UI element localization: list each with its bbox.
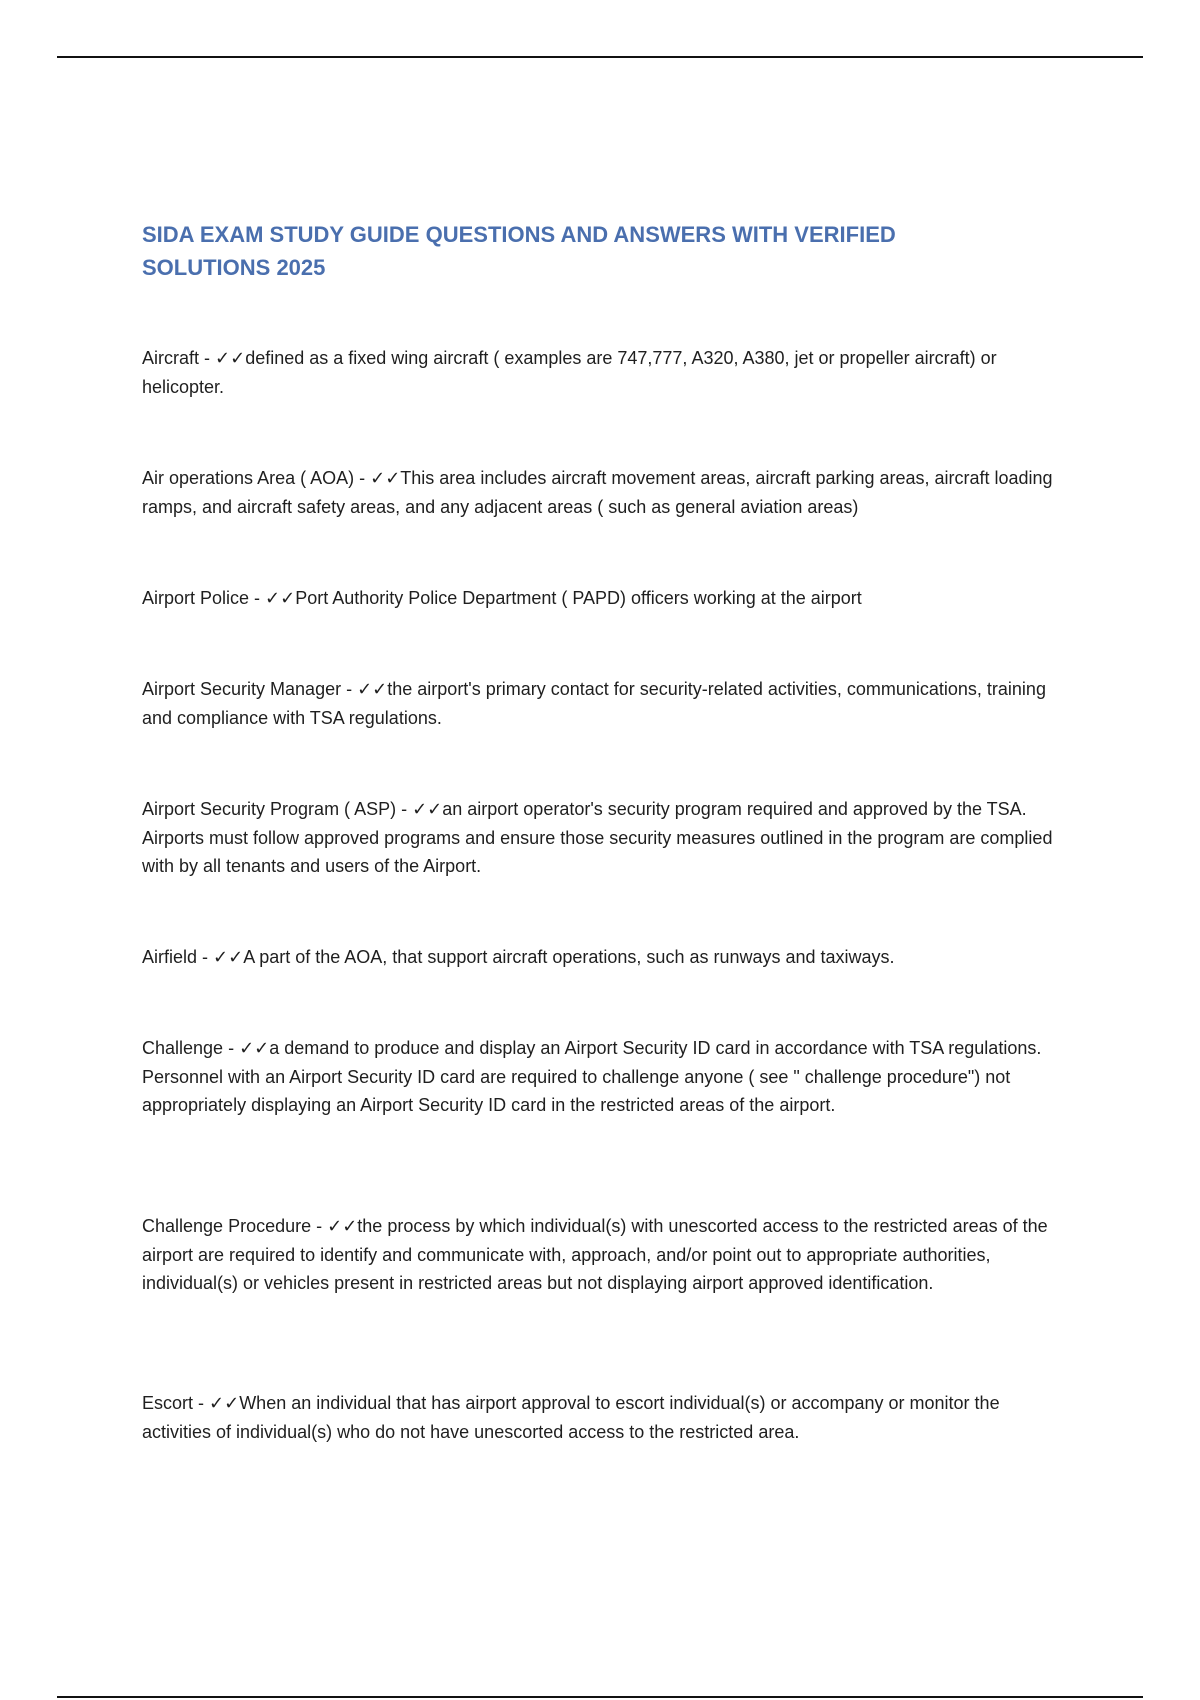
check-mark-icon: ✓✓ [370,468,401,488]
check-mark-icon: ✓✓ [327,1216,358,1236]
check-mark-icon: ✓✓ [215,348,246,368]
entry-term: Airfield [142,947,198,967]
entry-separator: - [311,1216,328,1236]
check-mark-icon: ✓✓ [239,1038,270,1058]
entry-definition: an airport operator's security program required and approved by the TSA. Airports must follow approved programs and ensure those security measures outlined in the program are complied with by all tenants and users of the Airport. [142,799,1058,876]
check-mark-icon: ✓✓ [209,1393,240,1413]
glossary-entry [142,675,1062,732]
glossary-entry [142,943,1062,972]
entry-definition: A part of the AOA, that support aircraft operations, such as runways and taxiways. [243,947,895,967]
entry-term: Airport Police [142,588,250,608]
glossary-entry [142,1212,1062,1298]
entry-term: Challenge Procedure [142,1216,312,1236]
entry-separator: - [354,468,371,488]
entry-separator: - [249,588,266,608]
page-top-rule [57,56,1143,58]
entry-definition: a demand to produce and display an Airport Security ID card in accordance with TSA regulations. Personnel with an Airport Security ID card are required to challenge anyone ( see " challenge procedure") not appropriately displaying an Airport Security ID card in the restricted areas of the airport. [142,1038,1047,1115]
entry-definition: This area includes aircraft movement areas, aircraft parking areas, aircraft loading ramps, and aircraft safety areas, and any adjacent areas ( such as general aviation areas) [142,468,1058,517]
glossary-entry [142,464,1062,521]
entry-definition: defined as a fixed wing aircraft ( examples are 747,777, A320, A380, jet or propeller aircraft) or helicopter. [142,348,1002,397]
glossary-entry [142,344,1062,401]
check-mark-icon: ✓✓ [412,799,443,819]
entry-definition: the airport's primary contact for security-related activities, communications, training and compliance with TSA regulations. [142,679,1051,728]
check-mark-icon: ✓✓ [213,947,244,967]
document-title: SIDA EXAM STUDY GUIDE QUESTIONS AND ANSWERS WITH VERIFIED SOLUTIONS 2025 [142,222,896,280]
check-mark-icon: ✓✓ [357,679,388,699]
glossary-entry [142,795,1062,881]
entry-separator: - [396,799,413,819]
entry-term: Escort [142,1393,194,1413]
page-bottom-rule [57,1696,1143,1698]
entry-term: Air operations Area ( AOA) [142,468,355,488]
entry-separator: - [341,679,358,699]
glossary-entry [142,584,1062,613]
entry-term: Airport Security Program ( ASP) [142,799,397,819]
glossary-entry [142,1034,1062,1120]
entry-separator: - [193,1393,210,1413]
entry-definition: When an individual that has airport approval to escort individual(s) or accompany or monitor the activities of individual(s) who do not have unescorted access to the restricted area. [142,1393,1005,1442]
entry-separator: - [223,1038,240,1058]
entry-term: Aircraft [142,348,200,368]
entry-definition: Port Authority Police Department ( PAPD) officers working at the airport [295,588,862,608]
entry-separator: - [197,947,214,967]
entry-definition: the process by which individual(s) with unescorted access to the restricted areas of the airport are required to identify and communicate with, approach, and/or point out to appropriate authorities, individual(s) or vehicles present in restricted areas but not displaying airport approved identification. [142,1216,1053,1293]
glossary-entry [142,1389,1062,1446]
entry-separator: - [199,348,216,368]
entry-term: Challenge [142,1038,224,1058]
check-mark-icon: ✓✓ [265,588,296,608]
entry-term: Airport Security Manager [142,679,342,699]
